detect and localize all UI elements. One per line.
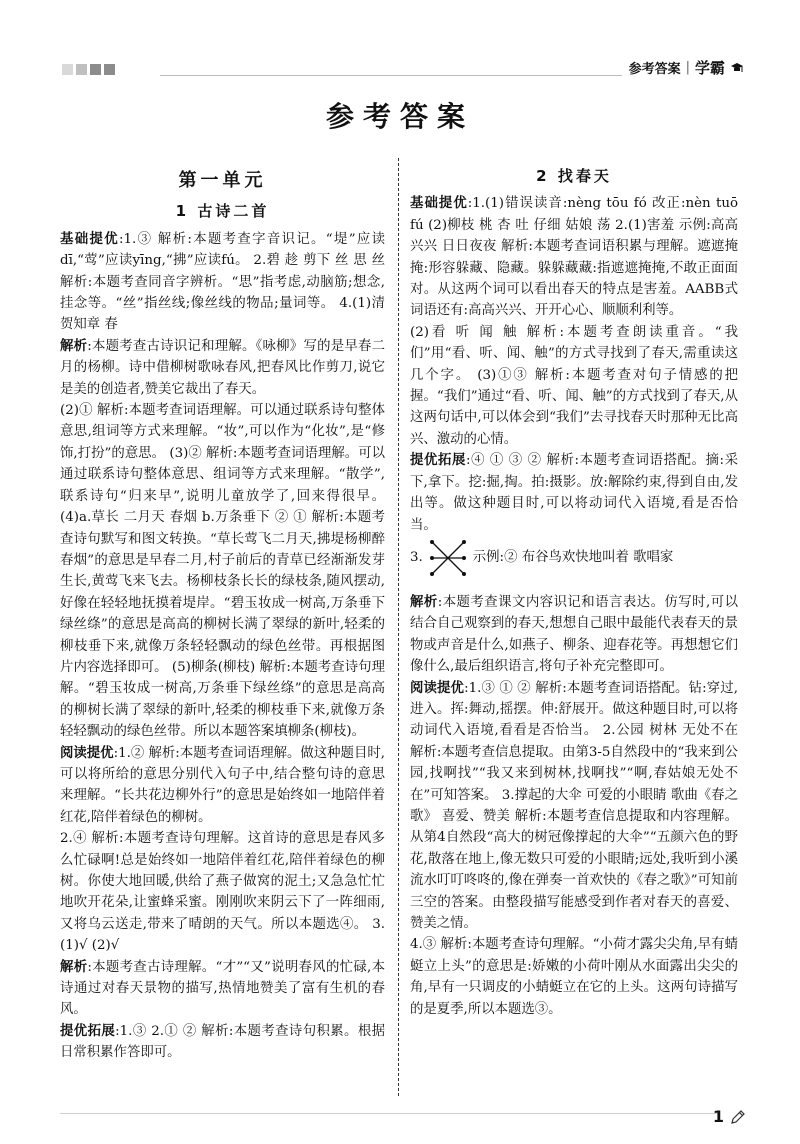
answer-paragraph [60, 400, 385, 743]
answer-paragraph [410, 193, 738, 321]
matching-lines-icon [429, 538, 467, 578]
left-column [60, 162, 385, 1064]
matching-text: 示例:② 布谷鸟欢快地叫着 歌唱家 [472, 550, 674, 566]
answer-paragraph [60, 828, 385, 956]
paragraph-text: :1.③ ① ② 解析:本题考查词语搭配。钻:穿过,进入。挥:舞动,摇摆。伸:舒展开。做这种题目时,可以将动词代入语境,看看是否恰当。 2.公园 树林 无处不在 解析:本题考查信息提取。由第3-5自然段中的“我来到公园,找啊找”“我又来到树林,找啊找”“啊,春姑娘无处不在”可知答案。 3.撑起的大伞 可爱的小眼睛 歌曲《春之歌》 喜爱、赞美 解析:本题考查信息提取和内容理解。从第4自然段“高大的树冠像撑起的大伞”“五颜六色的野花,散落在地上,像无数只可爱的小眼睛;远处,我听到小溪流水叮叮咚咚的,像在弹奏一首欢快的《春之歌》”可知前三空的答案。由整段描写能感受到作者对春天的喜爱、赞美之情。 [410, 680, 738, 931]
header-square-1 [62, 64, 73, 75]
section-label: 解析 [410, 594, 438, 610]
section-label: 阅读提优 [60, 745, 114, 761]
answer-paragraph [410, 322, 738, 450]
answer-paragraph [60, 336, 385, 400]
paragraph-text: (2)看 听 闻 触 解析:本题考查朗读重音。“我们”用“看、听、闻、触”的方式寻找到了春天,需重读这几个字。 (3)①③ 解析:本题考查对句子情感的把握。“我们”通过“看、听、闻、触”的方式找到了春天,从这两句话中,可以体会到“我们”去寻找春天时那种无比高兴、激动的心情。 [410, 324, 738, 447]
lesson-title-1: 1 古诗二首 [175, 202, 270, 221]
section-label: 解析 [60, 959, 88, 975]
answer-paragraph [410, 592, 738, 678]
answer-paragraph [410, 934, 738, 1020]
page-number: 1 [712, 1107, 724, 1126]
paragraph-text: 2.④ 解析:本题考查诗句理解。这首诗的意思是春风多么忙碌啊!总是始终如一地陪伴着红花,陪伴着绿色的柳树。你使大地回暖,供给了燕子做窝的泥土;又急急忙忙地吹开花朵,让蜜蜂采蜜。刚刚吹来阴云下了一阵细雨,又将乌云送走,带来了晴朗的天气。所以本题选④。 3.(1)√ (2)√ [60, 831, 385, 954]
header-brand [629, 57, 744, 78]
paragraph-text: (2)① 解析:本题考查词语理解。可以通过联系诗句整体意思,组词等方式来理解。“妆”,可以作为“化妆”,是“修饰,打扮”的意思。 (3)② 解析:本题考查词语理解。可以通过联系诗句整体意思、组词等方式来理解。“散学”,联系诗句“归来早”,说明儿童放学了,回来得很早。 (4)a.草长 二月天 春烟 b.万条垂下 ② ① 解析:本题考查诗句默写和图文转换。“草长莺飞二月天,拂堤杨柳醉春烟”的意思是早春二月,村子前后的青草已经渐渐发芽生长,黄莺飞来飞去。杨柳枝条长长的绿枝条,随风摆动,好像在轻轻地抚摸着堤岸。“碧玉妆成一树高,万条垂下绿丝绦”的意思是高高的柳树长满了翠绿的新叶,轻柔的柳枝垂下来,就像万条轻轻飘动的绿色丝带。再根据图片内容选择即可。 (5)柳条(柳枝) 解析:本题考查诗句理解。“碧玉妆成一树高,万条垂下绿丝绦”的意思是高高的柳树长满了翠绿的新叶,轻柔的柳枝垂下来,就像万条轻轻飘动的绿色丝带。所以本题答案填柳条(柳枝)。 [60, 403, 385, 740]
section-label: 阅读提优 [410, 680, 465, 696]
matching-number: 3. [410, 550, 423, 566]
paragraph-text: :1.③ 2.① ② 解析:本题考查诗句积累。根据日常积累作答即可。 [60, 1023, 386, 1061]
header-rule [160, 75, 622, 76]
header-square-3 [90, 64, 101, 75]
paragraph-text: :1.③ 解析:本题考查字音识记。“堤”应读dī,“莺”应读yīng,“拂”应读fú。 2.碧 趁 剪下 丝 思 丝 解析:本题考查同音字辨析。“思”指考虑,动脑筋;想念,挂念等。“丝”指丝线;像丝线的物品;量词等。 4.(1)清 贺知章 春 [60, 231, 386, 333]
paragraph-text: :1.② 解析:本题考查词语理解。做这种题目时,可以将所给的意思分别代入句子中,结合整句诗的意思来理解。“长共花边柳外行”的意思是始终如一地陪伴着红花,陪伴着绿色的柳树。 [60, 745, 385, 825]
footer-rule [60, 1113, 720, 1114]
matching-answer [410, 538, 738, 578]
section-label: 解析 [60, 338, 88, 354]
answer-paragraph [60, 229, 385, 336]
right-column [410, 162, 738, 1020]
pencil-icon [730, 1109, 746, 1125]
paragraph-text: :1.(1)错误读音:nèng tōu fó 改正:nèn tuō fú (2)柳枝 桃 杏 吐 仔细 姑娘 荡 2.(1)害羞 示例:高高兴兴 日日夜夜 解析:本题考查词语积累与理解。遮遮掩掩:形容躲藏、隐藏。躲躲藏藏:指遮遮掩掩,不敢正面面对。从这两个词可以看出春天的特点是害羞。AABB式词语还有:高高兴兴、开开心心、顺顺利利等。 [410, 196, 739, 319]
header-square-4 [104, 64, 115, 75]
section-label: 提优拓展 [410, 453, 466, 469]
answer-paragraph [60, 957, 385, 1021]
unit-title: 第一单元 [178, 170, 267, 191]
lesson-title-2: 2 找春天 [536, 167, 612, 185]
page-title: 参考答案 [325, 100, 474, 133]
header-brand-name: 学霸 [694, 59, 725, 77]
header-square-2 [76, 64, 87, 75]
paragraph-text: 4.③ 解析:本题考查诗句理解。“小荷才露尖尖角,早有蜻蜓立上头”的意思是:娇嫩的小荷叶刚从水面露出尖尖的角,早有一只调皮的小蜻蜓立在它的上头。这两句诗描写的是夏季,所以本题选③。 [410, 937, 738, 1017]
header-brand-text: 参考答案 [628, 62, 681, 77]
page-footer [713, 1107, 746, 1126]
answer-paragraph [60, 743, 385, 829]
paragraph-text: :④ ① ③ ② 解析:本题考查词语搭配。摘:采下,拿下。挖:掘,掏。拍:摄影。放:解除约束,得到自由,发出等。做这种题目时,可以将动词代入语境,看是否恰当。 [410, 453, 738, 533]
paragraph-text: :本题考查古诗理解。“才”“又”说明春风的忙碌,本诗通过对春天景物的描写,热情地赞美了富有生机的春风。 [60, 959, 386, 1018]
answer-paragraph [60, 1021, 385, 1064]
paragraph-text: :本题考查课文内容识记和语言表达。仿写时,可以结合自己观察到的春天,想想自己眼中最能代表春天的景物或声音是什么,如燕子、柳条、迎春花等。再想想它们像什么,最后组织语言,将句子补充完整即可。 [410, 594, 738, 675]
section-label: 基础提优 [60, 231, 119, 247]
section-label: 提优拓展 [60, 1023, 116, 1039]
graduation-cap-icon [730, 62, 744, 74]
header-separator: | [685, 60, 690, 75]
paragraph-text: :本题考查古诗识记和理解。《咏柳》写的是早春二月的杨柳。诗中借柳树歌咏春风,把春风比作剪刀,说它是美的创造者,赞美它裁出了春天。 [60, 338, 385, 397]
column-divider [398, 158, 399, 1096]
header-squares [62, 64, 115, 75]
answer-paragraph [410, 678, 738, 935]
answer-paragraph [410, 450, 738, 536]
section-label: 基础提优 [410, 196, 468, 212]
